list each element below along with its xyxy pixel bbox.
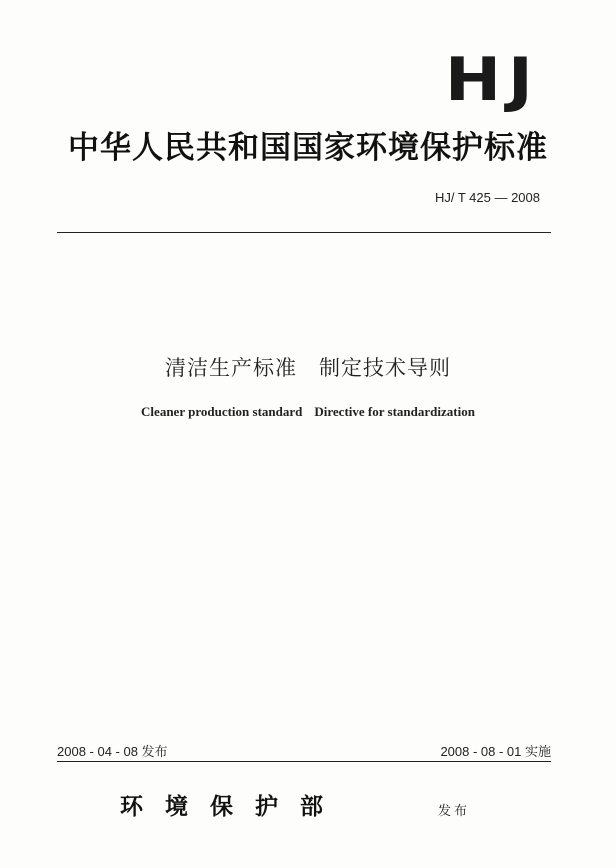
- title-chinese: [0, 352, 616, 382]
- issuer-suffix: 发布: [438, 803, 471, 818]
- standard-number: HJ/ T 425 — 2008: [434, 190, 540, 205]
- title-english-part2: Directive for standardization: [314, 404, 475, 419]
- title-english: [0, 404, 616, 420]
- issue-date: 2008 - 04 - 08 发布: [57, 744, 168, 759]
- issuer-name: 环境保护部: [120, 793, 345, 820]
- org-title: 中华人民共和国国家环境保护标准: [68, 130, 548, 166]
- title-chinese-part2: 制定技术导则: [319, 356, 451, 380]
- hj-logo: HJ: [445, 45, 540, 115]
- bottom-divider: [57, 761, 551, 762]
- title-english-part1: Cleaner production standard: [141, 404, 303, 419]
- top-divider: [57, 232, 551, 233]
- title-chinese-part1: 清洁生产标准: [165, 356, 297, 380]
- effective-date: 2008 - 08 - 01 实施: [440, 744, 551, 759]
